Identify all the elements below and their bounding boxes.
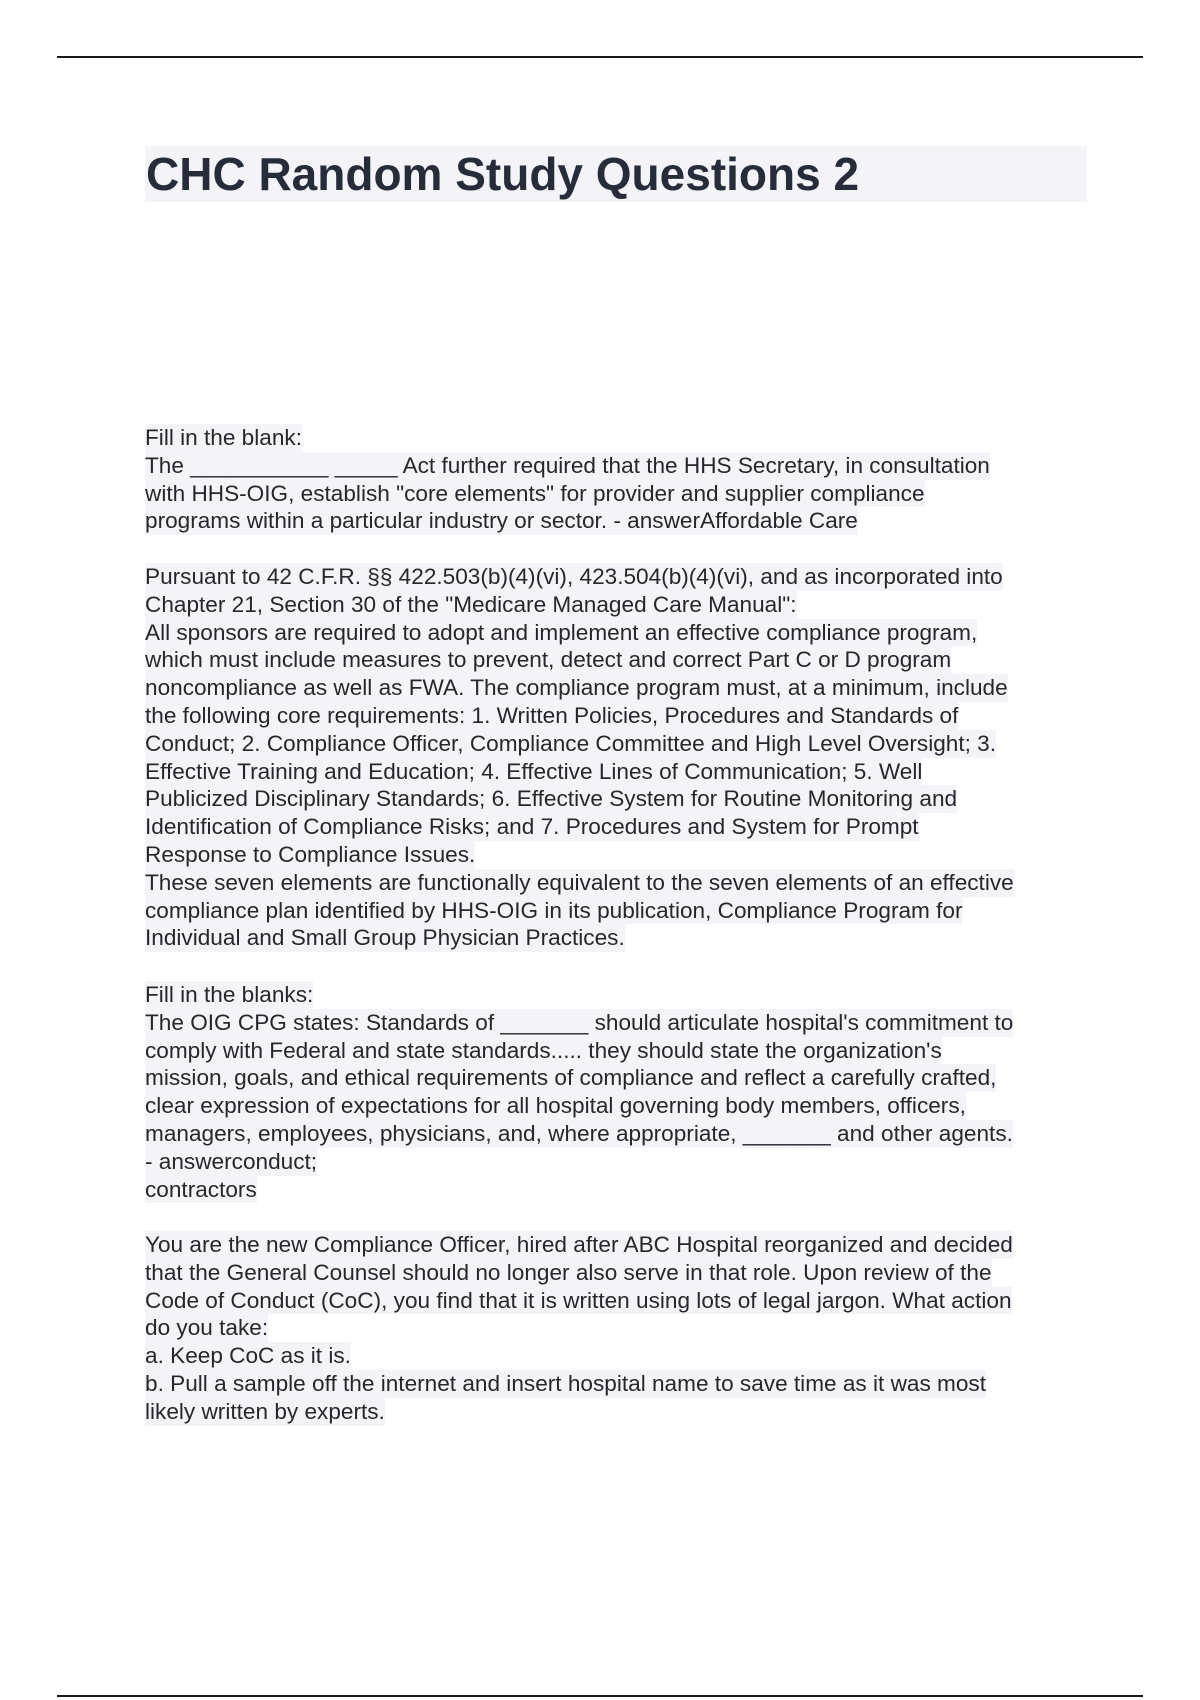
question-line: The OIG CPG states: Standards of _______ should articulate hospital's commitment to	[145, 1009, 1014, 1035]
answer-line: the following core requirements: 1. Written Policies, Procedures and Standards of	[145, 702, 959, 728]
qa-item-3	[145, 981, 1085, 1203]
top-rule	[57, 56, 1143, 58]
answer-text: conduct;	[231, 1148, 318, 1174]
answer-line: These seven elements are functionally equivalent to the seven elements of an effective	[145, 869, 1014, 895]
question-line: with HHS-OIG, establish "core elements" for provider and supplier compliance	[145, 480, 925, 506]
question-line	[145, 1148, 1085, 1176]
question-line: mission, goals, and ethical requirements of compliance and reflect a carefully crafted,	[145, 1065, 997, 1091]
answer-line: Identification of Compliance Risks; and 7. Procedures and System for Prompt	[145, 814, 919, 840]
answer-line: Effective Training and Education; 4. Effective Lines of Communication; 5. Well	[145, 758, 923, 784]
option-a: a. Keep CoC as it is.	[145, 1343, 351, 1369]
answer-text: Affordable Care	[700, 508, 858, 534]
question-line: Chapter 21, Section 30 of the "Medicare Managed Care Manual":	[145, 591, 797, 617]
question-text: - answer	[145, 1148, 232, 1174]
bottom-rule	[57, 1695, 1143, 1697]
option-b-cont: likely written by experts.	[145, 1398, 385, 1424]
question-line: Code of Conduct (CoC), you find that it is written using lots of legal jargon. What action	[145, 1287, 1012, 1313]
answer-line: contractors	[145, 1176, 257, 1202]
question-line: clear expression of expectations for all hospital governing body members, officers,	[145, 1093, 966, 1119]
question-line	[145, 507, 1085, 535]
answer-line: Publicized Disciplinary Standards; 6. Effective System for Routine Monitoring and	[145, 786, 958, 812]
question-line: comply with Federal and state standards..... they should state the organization's	[145, 1037, 942, 1063]
answer-line: Conduct; 2. Compliance Officer, Compliance Committee and High Level Oversight; 3.	[145, 730, 997, 756]
question-line: do you take:	[145, 1315, 269, 1341]
page-title: CHC Random Study Questions 2	[145, 146, 1087, 202]
qa-item-1	[145, 424, 1085, 535]
question-line: that the General Counsel should no longer also serve in that role. Upon review of the	[145, 1259, 992, 1285]
question-prompt: Fill in the blank:	[145, 425, 302, 450]
answer-line: noncompliance as well as FWA. The compliance program must, at a minimum, include	[145, 675, 1008, 701]
question-line: You are the new Compliance Officer, hired after ABC Hospital reorganized and decided	[145, 1232, 1013, 1257]
answer-line: All sponsors are required to adopt and implement an effective compliance program,	[145, 619, 978, 645]
question-line: The ___________ _____ Act further required that the HHS Secretary, in consultation	[145, 452, 990, 478]
option-b: b. Pull a sample off the internet and insert hospital name to save time as it was most	[145, 1370, 986, 1396]
question-prompt: Fill in the blanks:	[145, 982, 314, 1007]
question-line: Pursuant to 42 C.F.R. §§ 422.503(b)(4)(vi), 423.504(b)(4)(vi), and as incorporated into	[145, 564, 1003, 589]
answer-line: which must include measures to prevent, detect and correct Part C or D program	[145, 647, 952, 673]
answer-line: compliance plan identified by HHS-OIG in its publication, Compliance Program for	[145, 897, 963, 923]
answer-line: Individual and Small Group Physician Practices.	[145, 925, 625, 951]
qa-item-2	[145, 563, 1085, 952]
question-text: programs within a particular industry or sector. - answer	[145, 508, 701, 534]
question-line: managers, employees, physicians, and, where appropriate, _______ and other agents.	[145, 1120, 1013, 1146]
answer-line: Response to Compliance Issues.	[145, 841, 476, 867]
qa-item-4	[145, 1231, 1085, 1426]
